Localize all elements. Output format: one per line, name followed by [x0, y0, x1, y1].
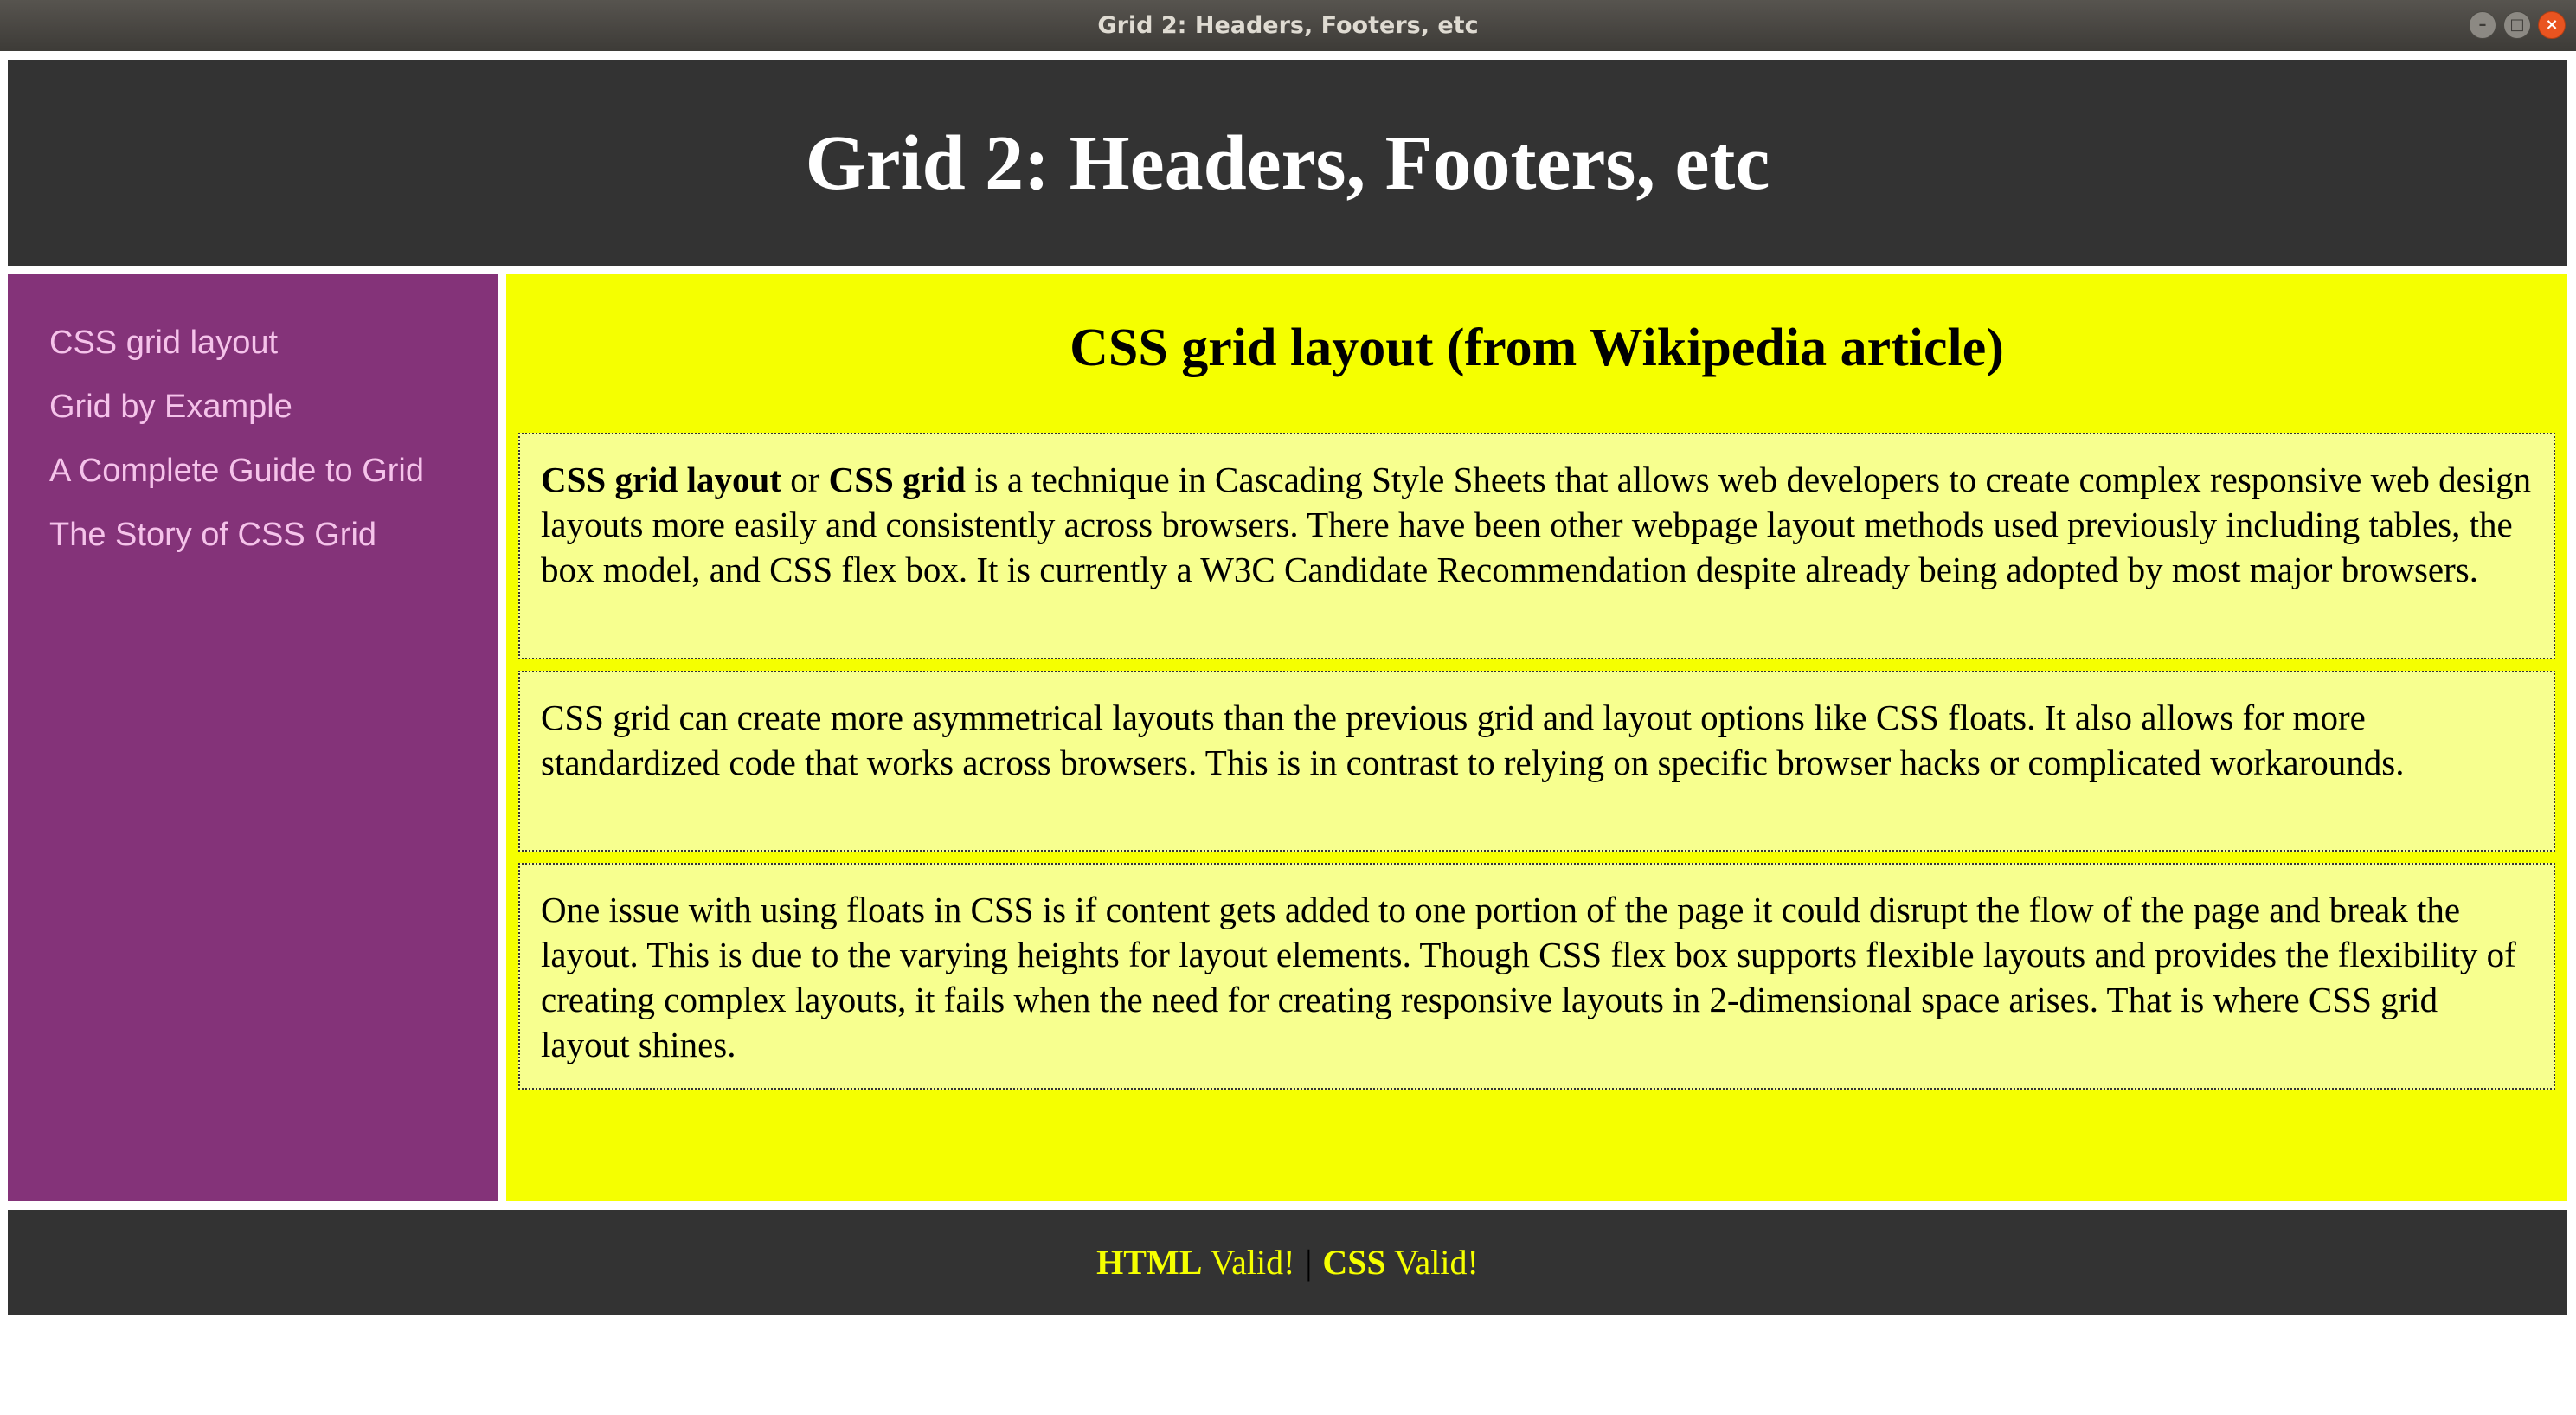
article-paragraph-2: CSS grid can create more asymmetrical layouts than the previous grid and layout options like CSS floats. It also allows for more standardized code that works across browsers. This is in contrast to relying on specific browser hacks or complicated workarounds. — [518, 671, 2555, 852]
css-label: CSS — [1322, 1243, 1386, 1282]
html-valid-link[interactable] — [1096, 1242, 1294, 1283]
site-footer — [8, 1210, 2567, 1315]
sidebar-link-grid-by-example[interactable]: Grid by Example — [49, 389, 292, 425]
article-heading: CSS grid layout (from Wikipedia article) — [1070, 318, 2004, 377]
main-content — [506, 274, 2567, 1201]
term-css-grid-layout: CSS grid layout — [541, 460, 781, 499]
html-valid-text: Valid! — [1202, 1243, 1295, 1282]
sidebar-link-css-grid-layout[interactable]: CSS grid layout — [49, 325, 279, 361]
minimize-icon[interactable]: – — [2469, 11, 2496, 39]
window-title: Grid 2: Headers, Footers, etc — [1097, 12, 1479, 39]
window-controls — [2469, 11, 2566, 39]
page-title: Grid 2: Headers, Footers, etc — [805, 119, 1770, 206]
close-icon[interactable]: × — [2538, 11, 2566, 39]
maximize-icon[interactable]: □ — [2503, 11, 2531, 39]
sidebar-nav — [8, 274, 498, 1201]
footer-separator: | — [1305, 1243, 1313, 1282]
window-titlebar — [0, 0, 2576, 51]
html-label: HTML — [1096, 1243, 1203, 1282]
sidebar-link-story-of-css-grid[interactable]: The Story of CSS Grid — [49, 517, 377, 553]
term-css-grid: CSS grid — [828, 460, 966, 499]
article-paragraph-1 — [518, 433, 2555, 659]
text-joiner: or — [781, 460, 829, 499]
article-paragraph-3: One issue with using floats in CSS is if content gets added to one portion of the page it could disrupt the flow of the page and break the layout. This is due to the varying heights for layout elements. Though CSS flex box supports flexible layouts and provides the flexibility of creating complex layouts, it fails when the need for creating responsive layouts in 2-dimensional space arises. That is where CSS grid layout shines. — [518, 863, 2555, 1090]
css-valid-text: Valid! — [1385, 1243, 1479, 1282]
site-header — [8, 60, 2567, 266]
page-body — [0, 51, 2576, 1415]
css-valid-link[interactable] — [1322, 1242, 1478, 1283]
sidebar-link-complete-guide[interactable]: A Complete Guide to Grid — [49, 453, 424, 489]
paragraph-1-text: is a technique in Cascading Style Sheets that allows web developers to create complex responsive web design layouts more easily and consistently across browsers. There have been other webpage layout methods used previously including tables, the box model, and CSS flex box. It is currently a W3C Candidate Recommendation despite already being adopted by most major browsers. — [541, 460, 2532, 589]
